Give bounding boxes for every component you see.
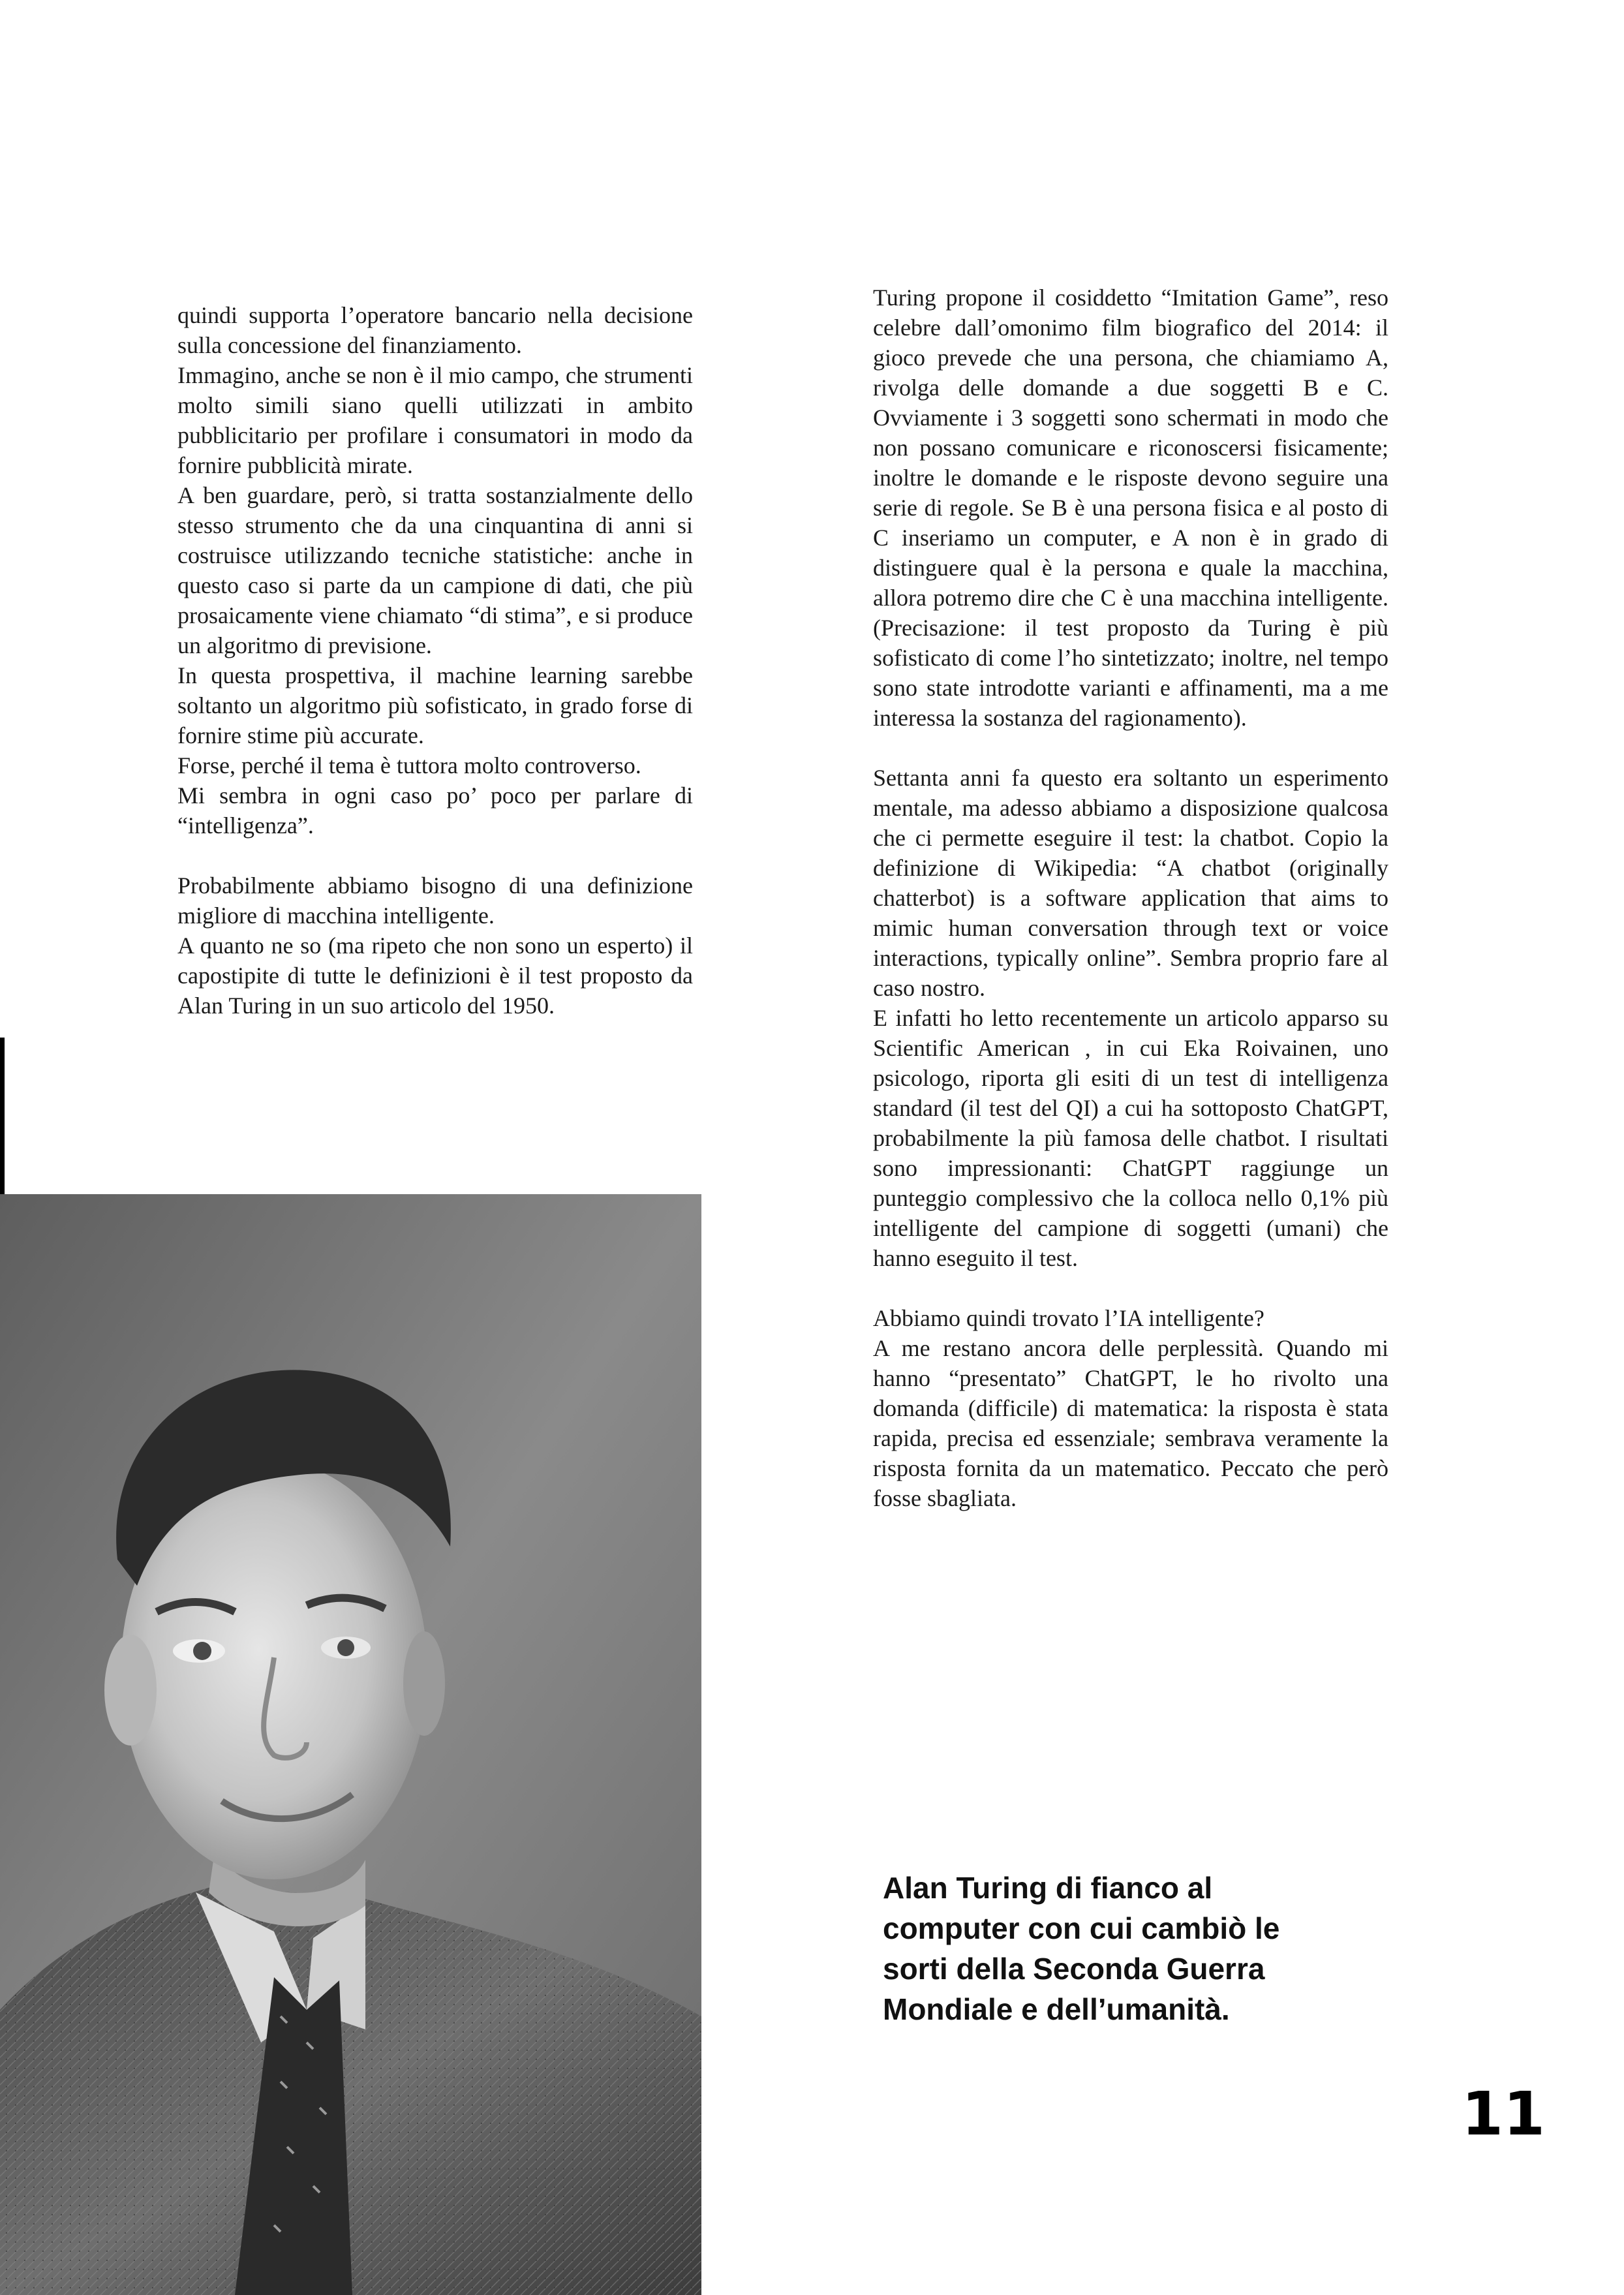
paragraph: E infatti ho letto recentemente un articolo apparso su Scientific American , in cui Eka Roivainen, uno psicologo, riporta gli esiti di un test di intelligenza standard (il test del QI) a cui ha sottoposto ChatGPT, probabilmente la più famosa delle chatbot. I risultati sono impressionanti: ChatGPT raggiunge un punteggio complessivo che la colloca nello 0,1% più intelligente del campione di soggetti (umani) che hanno eseguito il test. [873,1005,1388,1271]
left-pupil [193,1642,211,1660]
left-text-column [177,300,693,1021]
paragraph: Abbiamo quindi trovato l’IA intelligente? [873,1305,1264,1331]
alan-turing-portrait [0,1194,701,2295]
edge-marker-bar [0,1038,5,1194]
paragraph: Probabilmente abbiamo bisogno di una definizione migliore di macchina intelligente. [177,872,693,929]
paragraph: In questa prospettiva, il machine learning sarebbe soltanto un algoritmo più sofisticato, in grado forse di fornire stime più accurate. [177,662,693,748]
paragraph: A ben guardare, però, si tratta sostanzialmente dello stesso strumento che da una cinquantina di anni si costruisce utilizzando tecniche statistiche: anche in questo caso si parte da un campione di dati, che più prosaicamente viene chiamato “di stima”, e si produce un algoritmo di previsione. [177,482,693,658]
paragraph: quindi supporta l’operatore bancario nella decisione sulla concessione del finanziamento. [177,302,693,358]
paragraph: Mi sembra in ogni caso po’ poco per parlare di “intelligenza”. [177,782,693,839]
right-pupil [337,1639,354,1656]
paragraph: Settanta anni fa questo era soltanto un esperimento mentale, ma adesso abbiamo a disposizione qualcosa che ci permette eseguire il test: la chatbot. Copio la definizione di Wikipedia: “A chatbot (originally chatterbot) is a software application that aims to mimic human conversation through text or voice interactions, typically online”. Sembra proprio fare al caso nostro. [873,765,1388,1001]
left-ear [104,1635,157,1746]
paragraph: A me restano ancora delle perplessità. Quando mi hanno “presentato” ChatGPT, le ho rivolto una domanda (difficile) di matematica: la risposta è stata rapida, precisa ed essenziale; sembrava veramente la risposta fornita da un matematico. Peccato che però fosse sbagliata. [873,1335,1388,1511]
right-text-column [873,283,1388,1513]
photo-caption: Alan Turing di fianco al computer con cui cambiò le sorti della Seconda Guerra Mondiale e dell’umanità. [883,1871,1280,2026]
paragraph: Immagino, anche se non è il mio campo, che strumenti molto simili siano quelli utilizzati in ambito pubblicitario per profilare i consumatori in modo da fornire pubblicità mirate. [177,362,693,478]
paragraph: Turing propone il cosiddetto “Imitation Game”, reso celebre dall’omonimo film biografico del 2014: il gioco prevede che una persona, che chiamiamo A, rivolga delle domande a due soggetti B e C. Ovviamente i 3 soggetti sono schermati in modo che non possano comunicare e riconoscersi fisicamente; inoltre le domande e le risposte devono seguire una serie di regole. Se B è una persona fisica e al posto di C inseriamo un computer, e A non è in grado di distinguere qual è la persona e quale la macchina, allora potremo dire che C è una macchina intelligente. (Precisazione: il test proposto da Turing è più sofisticato di come l’ho sintetizzato; inoltre, nel tempo sono state introdotte varianti e affinamenti, ma a me interessa la sostanza del ragionamento). [873,285,1388,731]
page-number: 11 [1462,2079,1546,2149]
paragraph: A quanto ne so (ma ripeto che non sono un esperto) il capostipite di tutte le definizioni è il test proposto da Alan Turing in un suo articolo del 1950. [177,932,693,1019]
paragraph: Forse, perché il tema è tuttora molto controverso. [177,752,641,778]
portrait-illustration [0,1194,701,2295]
right-ear [403,1631,445,1736]
